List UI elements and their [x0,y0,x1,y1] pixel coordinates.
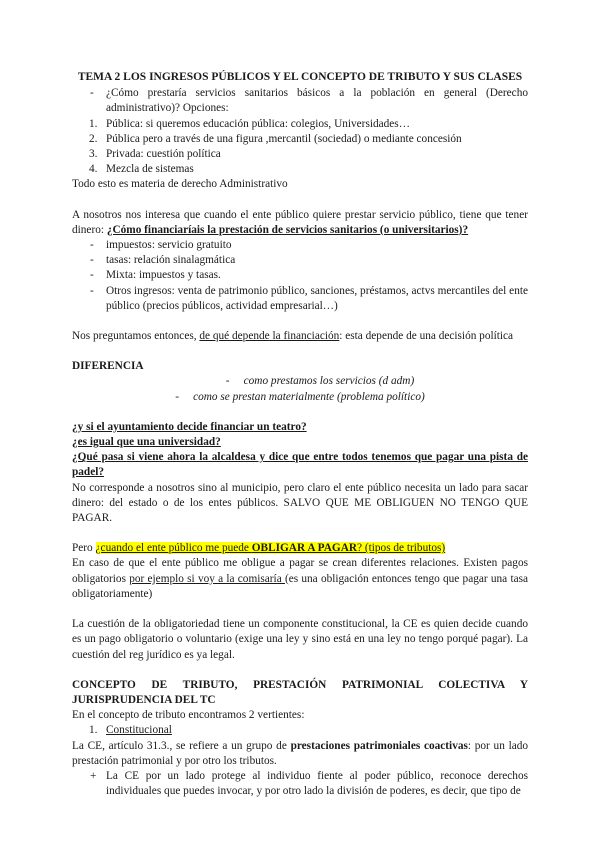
diferencia-item [72,374,528,389]
financing-paragraph [72,208,528,238]
obligar-q2: ? (tipos de tributos) [357,542,446,555]
diferencia-text: como se prestan materialmente (problema político) [193,390,425,403]
ce-bold: prestaciones patrimoniales coactivas [290,739,468,752]
question-line: ¿es igual que una universidad? [72,436,221,449]
financing-item: Mixta: impuestos y tasas. [106,269,221,282]
diferencia-text: como prestamos los servicios (d adm) [243,375,415,388]
depends-underlined: de qué depende la financiación [199,330,340,343]
option-text: Pública pero a través de una figura ,mercantil (sociedad) o mediante concesión [106,132,462,145]
constitutional-paragraph: La cuestión de la obligatoriedad tiene un componente constitucional, la CE es quien decide cuando es un pago obligatorio o voluntario (exige una ley y sino está en una ley no tengo porqué pagar). La cuestión del reg jurídico es ya legal. [72,618,528,661]
vertientes-intro: En el concepto de tributo encontramos 2 vertientes: [72,709,305,722]
depends-paragraph [72,329,528,344]
option-text: Privada: cuestión política [106,148,221,161]
question-line: ¿Qué pasa si viene ahora la alcaldesa y dice que entre todos tenemos que pagar una pista de padel? [72,451,528,479]
obligar-lead: Pero [72,542,96,555]
concepto-heading-line2: JURISPRUDENCIA DEL TC [72,693,216,706]
document-page [72,70,528,799]
financing-item: tasas: relación sinalagmática [106,254,236,267]
admin-note: Todo esto es materia de derecho Administrativo [72,178,288,191]
list-dash: - [90,269,94,282]
list-dash: - [90,254,94,267]
list-item [72,253,528,268]
list-number: 2. [89,132,98,145]
obligar-bold: OBLIGAR A PAGAR [251,542,358,555]
financing-item: impuestos: servicio gratuito [106,239,232,252]
list-item [72,723,528,738]
question-line: ¿y si el ayuntamiento decide financiar un teatro? [72,420,307,433]
diferencia-heading: DIFERENCIA [72,360,144,373]
financing-lead: A nosotros nos interesa que cuando el ente público quiere prestar servicio público, tiene que tener dinero: [72,208,528,236]
list-item [72,284,528,314]
list-dash: - [90,284,94,297]
diferencia-item [72,390,528,405]
list-plus: + [90,769,97,782]
list-item [72,132,528,147]
list-number: 1. [89,724,98,737]
option-text: Mezcla de sistemas [106,163,194,176]
obligar-highlight [96,542,446,554]
list-item [72,238,528,253]
list-number: 1. [89,117,98,130]
list-item [72,147,528,162]
depends-lead: Nos preguntamos entonces, [72,330,200,343]
plus-item-text: La CE por un lado protege al individuo fiente al poder público, reconoce derechos individuales que puedes invocar, y por otro lado la división de poderes, es decir, que tipo de [106,769,528,798]
document-title: TEMA 2 LOS INGRESOS PÚBLICOS Y EL CONCEPTO DE TRIBUTO Y SUS CLASES [77,71,523,83]
list-item [72,86,528,116]
list-item [72,162,528,177]
list-number: 4. [89,163,98,176]
list-item [72,769,528,799]
ce-lead: La CE, artículo 31.3., se refiere a un grupo de [72,739,291,752]
ce-tail: : por un lado prestación patrimonial y por otro los tributos. [72,739,529,767]
depends-tail: : esta depende de una decisión política [339,330,514,343]
financing-item: Otros ingresos: venta de patrimonio público, sanciones, préstamos, actvs mercantiles del ente público (precios públicos, actividad empresarial…) [106,284,528,312]
financing-question: ¿Cómo financiaríais la prestación de servicios sanitarios (o universitarios)? [106,223,469,236]
obligar-underlined: por ejemplo si voy a la comisaría [129,572,285,585]
intro-question: ¿Cómo prestaría servicios sanitarios básicos a la población en general (Derecho administrativo)? Opciones: [106,87,528,115]
obligar-text-2: (es una obligación entonces tengo que pagar una tasa obligatoriamente) [72,572,529,600]
list-dash: - [175,390,179,403]
list-dash: - [225,375,230,388]
obligar-question [72,541,528,556]
ce-paragraph [72,739,528,769]
obligar-q1: ¿cuando el ente público me puede [95,542,252,555]
option-text: Pública: si queremos educación pública: colegios, Universidades… [106,117,410,130]
list-dash: - [90,239,94,252]
list-item [72,268,528,283]
obligar-paragraph [72,556,528,602]
concepto-heading-line1: CONCEPTO DE TRIBUTO, PRESTACIÓN PATRIMONIAL COLECTIVA Y [72,678,528,691]
vertiente-text: Constitucional [106,724,172,737]
list-item [72,117,528,132]
list-dash: - [90,87,94,100]
list-number: 3. [89,148,98,161]
municipio-answer: No corresponde a nosotros sino al municipio, pero claro el ente público necesita un lado para sacar dinero: del estado o de los entes públicos. SALVO QUE ME OBLIGUEN NO TENGO QUE PAGAR. [72,481,528,525]
obligar-text-1: En caso de que el ente público me obligue a pagar se crean diferentes relaciones. Existen pagos obligatorios [72,557,528,585]
